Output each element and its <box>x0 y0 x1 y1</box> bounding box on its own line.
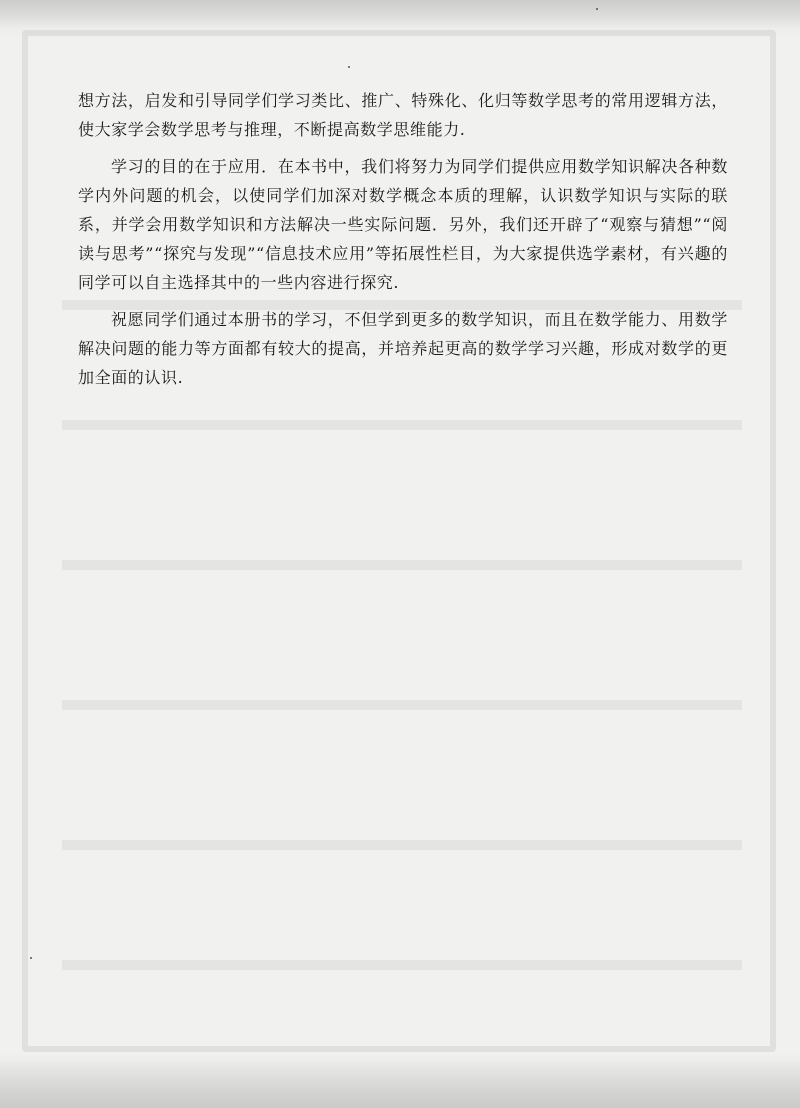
bleed-through-line <box>62 560 742 570</box>
paragraph-2: 学习的目的在于应用．在本书中，我们将努力为同学们提供应用数学知识解决各种数学内外问题的机会，以使同学们加深对数学概念本质的理解，认识数学知识与实际的联系，并学会用数学知识和方法解决一些实际问题．另外，我们还开辟了“观察与猜想”“阅读与思考”“探究与发现”“信息技术应用”等拓展性栏目，为大家提供选学素材，有兴趣的同学可以自主选择其中的一些内容进行探究. <box>78 157 728 292</box>
scan-top-shadow <box>0 0 800 28</box>
paragraph-3: 祝愿同学们通过本册书的学习，不但学到更多的数学知识，而且在数学能力、用数学解决问题的能力等方面都有较大的提高，并培养起更高的数学学习兴趣，形成对数学的更加全面的认识. <box>78 310 728 387</box>
bleed-through-line <box>62 840 742 850</box>
scan-bottom-shadow <box>0 1053 800 1108</box>
body-text <box>78 86 728 392</box>
scan-speck <box>596 8 598 10</box>
bleed-through-line <box>62 420 742 430</box>
scan-speck <box>348 66 350 68</box>
scan-speck <box>30 957 32 959</box>
bleed-through-line <box>62 700 742 710</box>
paragraph-1: 想方法，启发和引导同学们学习类比、推广、特殊化、化归等数学思考的常用逻辑方法，使大家学会数学思考与推理，不断提高数学思维能力. <box>78 91 728 139</box>
bleed-through-line <box>62 960 742 970</box>
